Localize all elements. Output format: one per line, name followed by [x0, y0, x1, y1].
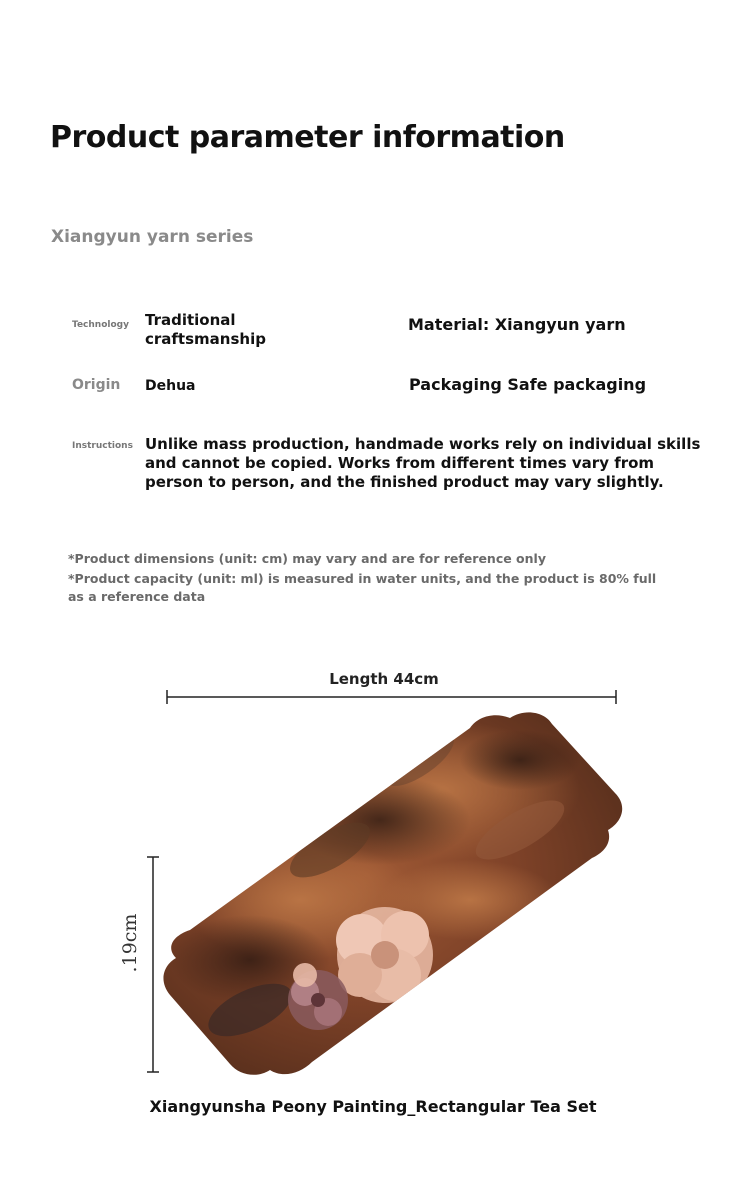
instructions-line1: Unlike mass production, handmade works rely on individual skills	[145, 435, 701, 453]
dimensions-note: *Product dimensions (unit: cm) may vary and are for reference only	[68, 551, 546, 566]
technology-value-line2: craftsmanship	[145, 330, 266, 348]
width-label: .19cm	[119, 913, 141, 973]
origin-value: Dehua	[145, 378, 196, 394]
page-title: Product parameter information	[50, 120, 565, 155]
length-label: Length 44cm	[329, 670, 439, 688]
series-name: Xiangyun yarn series	[51, 227, 254, 247]
instructions-line2: and cannot be copied. Works from different times vary from	[145, 454, 655, 472]
instructions-label: Instructions	[72, 441, 133, 451]
technology-value-line1: Traditional	[145, 311, 236, 329]
technology-label: Technology	[72, 320, 129, 330]
tea-tray-image	[150, 700, 630, 1090]
capacity-note: *Product capacity (unit: ml) is measured in water units, and the product is 80% full as a reference data	[68, 571, 657, 604]
origin-label: Origin	[72, 377, 121, 393]
instructions-line3: person to person, and the finished product may vary slightly.	[145, 473, 664, 491]
product-caption: Xiangyunsha Peony Painting_Rectangular Tea Set	[149, 1097, 597, 1116]
material-value: Material: Xiangyun yarn	[408, 315, 626, 334]
peony-flower	[336, 907, 433, 1003]
packaging-value: Packaging Safe packaging	[409, 375, 647, 394]
